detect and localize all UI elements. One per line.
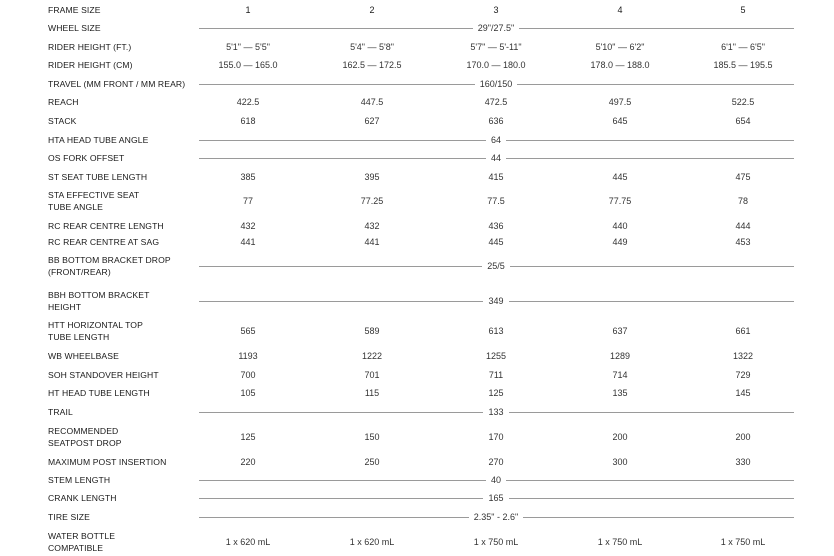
span-line-right xyxy=(523,517,794,518)
span-value: 349 xyxy=(488,296,504,306)
span-line-right xyxy=(519,28,794,29)
span-value: 29"/27.5" xyxy=(477,23,515,33)
value-size-2: 447.5 xyxy=(360,97,384,107)
value-size-1: 385 xyxy=(240,172,256,182)
row-sta xyxy=(0,189,834,213)
value-size-1: 77 xyxy=(242,196,253,206)
frame-size-3: 3 xyxy=(493,5,499,15)
row-label xyxy=(48,511,198,523)
value-size-5: 444 xyxy=(735,221,751,231)
row-label xyxy=(48,289,198,313)
row-trail xyxy=(0,406,834,418)
value-size-4: 5'10" — 6'2" xyxy=(595,42,645,52)
value-size-4: 440 xyxy=(612,221,628,231)
label-text: RIDER HEIGHT (CM) xyxy=(48,60,133,70)
value-size-4: 497.5 xyxy=(608,97,632,107)
row-st-length xyxy=(0,171,834,183)
value-size-5: 661 xyxy=(735,326,751,336)
label-line-1: BB BOTTOM BRACKET DROP xyxy=(48,255,171,265)
row-label xyxy=(48,96,198,108)
row-max-post xyxy=(0,456,834,468)
value-size-5: 330 xyxy=(735,457,751,467)
label-line-2: HEIGHT xyxy=(48,302,82,312)
value-size-2: 1 x 620 mL xyxy=(349,537,395,547)
row-htt xyxy=(0,319,834,343)
value-size-4: 178.0 — 188.0 xyxy=(590,60,650,70)
row-label xyxy=(48,59,198,71)
row-label xyxy=(48,220,198,232)
value-size-2: 432 xyxy=(364,221,380,231)
value-size-5: 522.5 xyxy=(731,97,755,107)
label-line-2: COMPATIBLE xyxy=(48,543,104,553)
value-size-2: 441 xyxy=(364,237,380,247)
value-size-2: 162.5 — 172.5 xyxy=(342,60,402,70)
label-line-2: TUBE ANGLE xyxy=(48,202,103,212)
row-crank xyxy=(0,492,834,504)
value-size-2: 150 xyxy=(364,432,380,442)
span-value: 165 xyxy=(488,493,504,503)
span-value: 160/150 xyxy=(479,79,513,89)
value-size-3: 445 xyxy=(488,237,504,247)
span-line-left xyxy=(199,84,475,85)
row-wheel-size xyxy=(0,22,834,34)
label-text: TRAVEL (MM FRONT / MM REAR) xyxy=(48,79,186,89)
value-size-3: 170.0 — 180.0 xyxy=(466,60,526,70)
row-label xyxy=(48,22,198,34)
frame-size-1: 1 xyxy=(245,5,251,15)
row-header xyxy=(0,4,834,16)
row-ht-length xyxy=(0,387,834,399)
row-label xyxy=(48,41,198,53)
label-text: HTA HEAD TUBE ANGLE xyxy=(48,135,149,145)
value-size-3: 5'7" — 5'-11" xyxy=(470,42,522,52)
row-label xyxy=(48,350,198,362)
label-text: WHEEL SIZE xyxy=(48,23,101,33)
label-line-2: (FRONT/REAR) xyxy=(48,267,111,277)
value-size-5: 78 xyxy=(737,196,748,206)
span-value: 2.35" - 2.6" xyxy=(473,512,519,522)
label-line-2: SEATPOST DROP xyxy=(48,438,122,448)
value-size-5: 1322 xyxy=(732,351,754,361)
value-size-1: 1 x 620 mL xyxy=(225,537,271,547)
row-label xyxy=(48,134,198,146)
value-size-1: 155.0 — 165.0 xyxy=(218,60,278,70)
value-size-4: 1289 xyxy=(609,351,631,361)
row-label xyxy=(48,319,198,343)
label-text: SOH STANDOVER HEIGHT xyxy=(48,370,159,380)
label-text: STEM LENGTH xyxy=(48,475,111,485)
value-size-3: 77.5 xyxy=(487,196,505,206)
value-size-3: 125 xyxy=(488,388,504,398)
label-line-1: HTT HORIZONTAL TOP xyxy=(48,320,143,330)
row-label xyxy=(48,152,198,164)
row-stem xyxy=(0,474,834,486)
value-size-4: 1 x 750 mL xyxy=(597,537,643,547)
value-size-2: 1222 xyxy=(361,351,383,361)
label-text: ST SEAT TUBE LENGTH xyxy=(48,172,148,182)
value-size-1: 105 xyxy=(240,388,256,398)
row-label xyxy=(48,369,198,381)
label-text: WB WHEELBASE xyxy=(48,351,119,361)
row-label xyxy=(48,254,198,278)
value-size-4: 645 xyxy=(612,116,628,126)
value-size-4: 637 xyxy=(612,326,628,336)
row-travel xyxy=(0,78,834,90)
value-size-4: 77.75 xyxy=(608,196,632,206)
frame-size-4: 4 xyxy=(617,5,623,15)
label-text: HT HEAD TUBE LENGTH xyxy=(48,388,150,398)
value-size-5: 453 xyxy=(735,237,751,247)
label-line-1: BBH BOTTOM BRACKET xyxy=(48,290,150,300)
row-wb xyxy=(0,350,834,362)
value-size-2: 627 xyxy=(364,116,380,126)
label-text: MAXIMUM POST INSERTION xyxy=(48,457,167,467)
label-text: REACH xyxy=(48,97,79,107)
value-size-1: 125 xyxy=(240,432,256,442)
row-rc-sag xyxy=(0,236,834,248)
row-label xyxy=(48,474,198,486)
span-line-left xyxy=(199,28,473,29)
row-bottle xyxy=(0,530,834,554)
value-size-2: 115 xyxy=(364,388,380,398)
span-value: 64 xyxy=(490,135,501,145)
row-reach xyxy=(0,96,834,108)
value-size-4: 200 xyxy=(612,432,628,442)
value-size-4: 300 xyxy=(612,457,628,467)
value-size-3: 472.5 xyxy=(484,97,508,107)
span-value: 44 xyxy=(490,153,501,163)
value-size-1: 432 xyxy=(240,221,256,231)
span-value: 40 xyxy=(490,475,501,485)
value-size-3: 1255 xyxy=(485,351,507,361)
row-os-fork xyxy=(0,152,834,164)
value-size-2: 5'4" — 5'8" xyxy=(350,42,394,52)
row-label xyxy=(48,425,198,449)
row-stack xyxy=(0,115,834,127)
value-size-3: 170 xyxy=(488,432,504,442)
value-size-1: 565 xyxy=(240,326,256,336)
value-size-5: 6'1" — 6'5" xyxy=(721,42,765,52)
value-size-5: 1 x 750 mL xyxy=(720,537,766,547)
label-line-1: STA EFFECTIVE SEAT xyxy=(48,190,140,200)
row-label xyxy=(48,530,198,554)
value-size-1: 1193 xyxy=(238,351,258,361)
value-size-2: 77.25 xyxy=(360,196,384,206)
label-line-2: TUBE LENGTH xyxy=(48,332,110,342)
value-size-2: 395 xyxy=(364,172,380,182)
span-line-right xyxy=(517,84,794,85)
value-size-1: 220 xyxy=(240,457,256,467)
value-size-4: 449 xyxy=(612,237,628,247)
label-text: TIRE SIZE xyxy=(48,512,90,522)
row-tire xyxy=(0,511,834,523)
row-label xyxy=(48,171,198,183)
row-label xyxy=(48,115,198,127)
value-size-5: 185.5 — 195.5 xyxy=(713,60,773,70)
row-rider-height-ft xyxy=(0,41,834,53)
label-text: STACK xyxy=(48,116,77,126)
value-size-3: 636 xyxy=(488,116,504,126)
row-label xyxy=(48,406,198,418)
value-size-3: 415 xyxy=(488,172,504,182)
frame-size-5: 5 xyxy=(740,5,746,15)
value-size-4: 135 xyxy=(612,388,628,398)
value-size-1: 5'1" — 5'5" xyxy=(226,42,270,52)
value-size-2: 250 xyxy=(364,457,380,467)
label-line-1: RECOMMENDED xyxy=(48,426,119,436)
label-text: RC REAR CENTRE LENGTH xyxy=(48,221,164,231)
row-label xyxy=(48,387,198,399)
row-label xyxy=(48,456,198,468)
span-value: 133 xyxy=(488,407,504,417)
row-label xyxy=(48,4,198,16)
row-hta xyxy=(0,134,834,146)
value-size-3: 613 xyxy=(488,326,504,336)
value-size-2: 701 xyxy=(364,370,380,380)
value-size-3: 1 x 750 mL xyxy=(473,537,519,547)
value-size-1: 441 xyxy=(240,237,256,247)
label-line-1: WATER BOTTLE xyxy=(48,531,116,541)
value-size-3: 436 xyxy=(488,221,504,231)
value-size-4: 714 xyxy=(612,370,628,380)
value-size-5: 145 xyxy=(735,388,751,398)
row-label xyxy=(48,78,198,90)
row-bbh xyxy=(0,289,834,313)
value-size-3: 270 xyxy=(488,457,504,467)
row-bb-drop xyxy=(0,254,834,278)
value-size-4: 445 xyxy=(612,172,628,182)
span-line-left xyxy=(199,517,469,518)
value-size-1: 700 xyxy=(240,370,256,380)
frame-size-2: 2 xyxy=(369,5,375,15)
label-text: CRANK LENGTH xyxy=(48,493,117,503)
value-size-5: 475 xyxy=(735,172,751,182)
value-size-2: 589 xyxy=(364,326,380,336)
label-text: TRAIL xyxy=(48,407,73,417)
row-label xyxy=(48,492,198,504)
row-rc-length xyxy=(0,220,834,232)
row-soh xyxy=(0,369,834,381)
value-size-5: 729 xyxy=(735,370,751,380)
value-size-5: 200 xyxy=(735,432,751,442)
span-value: 25/5 xyxy=(487,261,505,271)
row-label xyxy=(48,236,198,248)
value-size-3: 711 xyxy=(488,370,504,380)
value-size-1: 422.5 xyxy=(236,97,260,107)
label-text: OS FORK OFFSET xyxy=(48,153,125,163)
row-seatpost-drop xyxy=(0,425,834,449)
row-rider-height-cm xyxy=(0,59,834,71)
row-label xyxy=(48,189,198,213)
label-text: RC REAR CENTRE AT SAG xyxy=(48,237,160,247)
label-text: RIDER HEIGHT (FT.) xyxy=(48,42,132,52)
value-size-1: 618 xyxy=(240,116,256,126)
frame-size-label: FRAME SIZE xyxy=(48,5,101,15)
value-size-5: 654 xyxy=(735,116,751,126)
